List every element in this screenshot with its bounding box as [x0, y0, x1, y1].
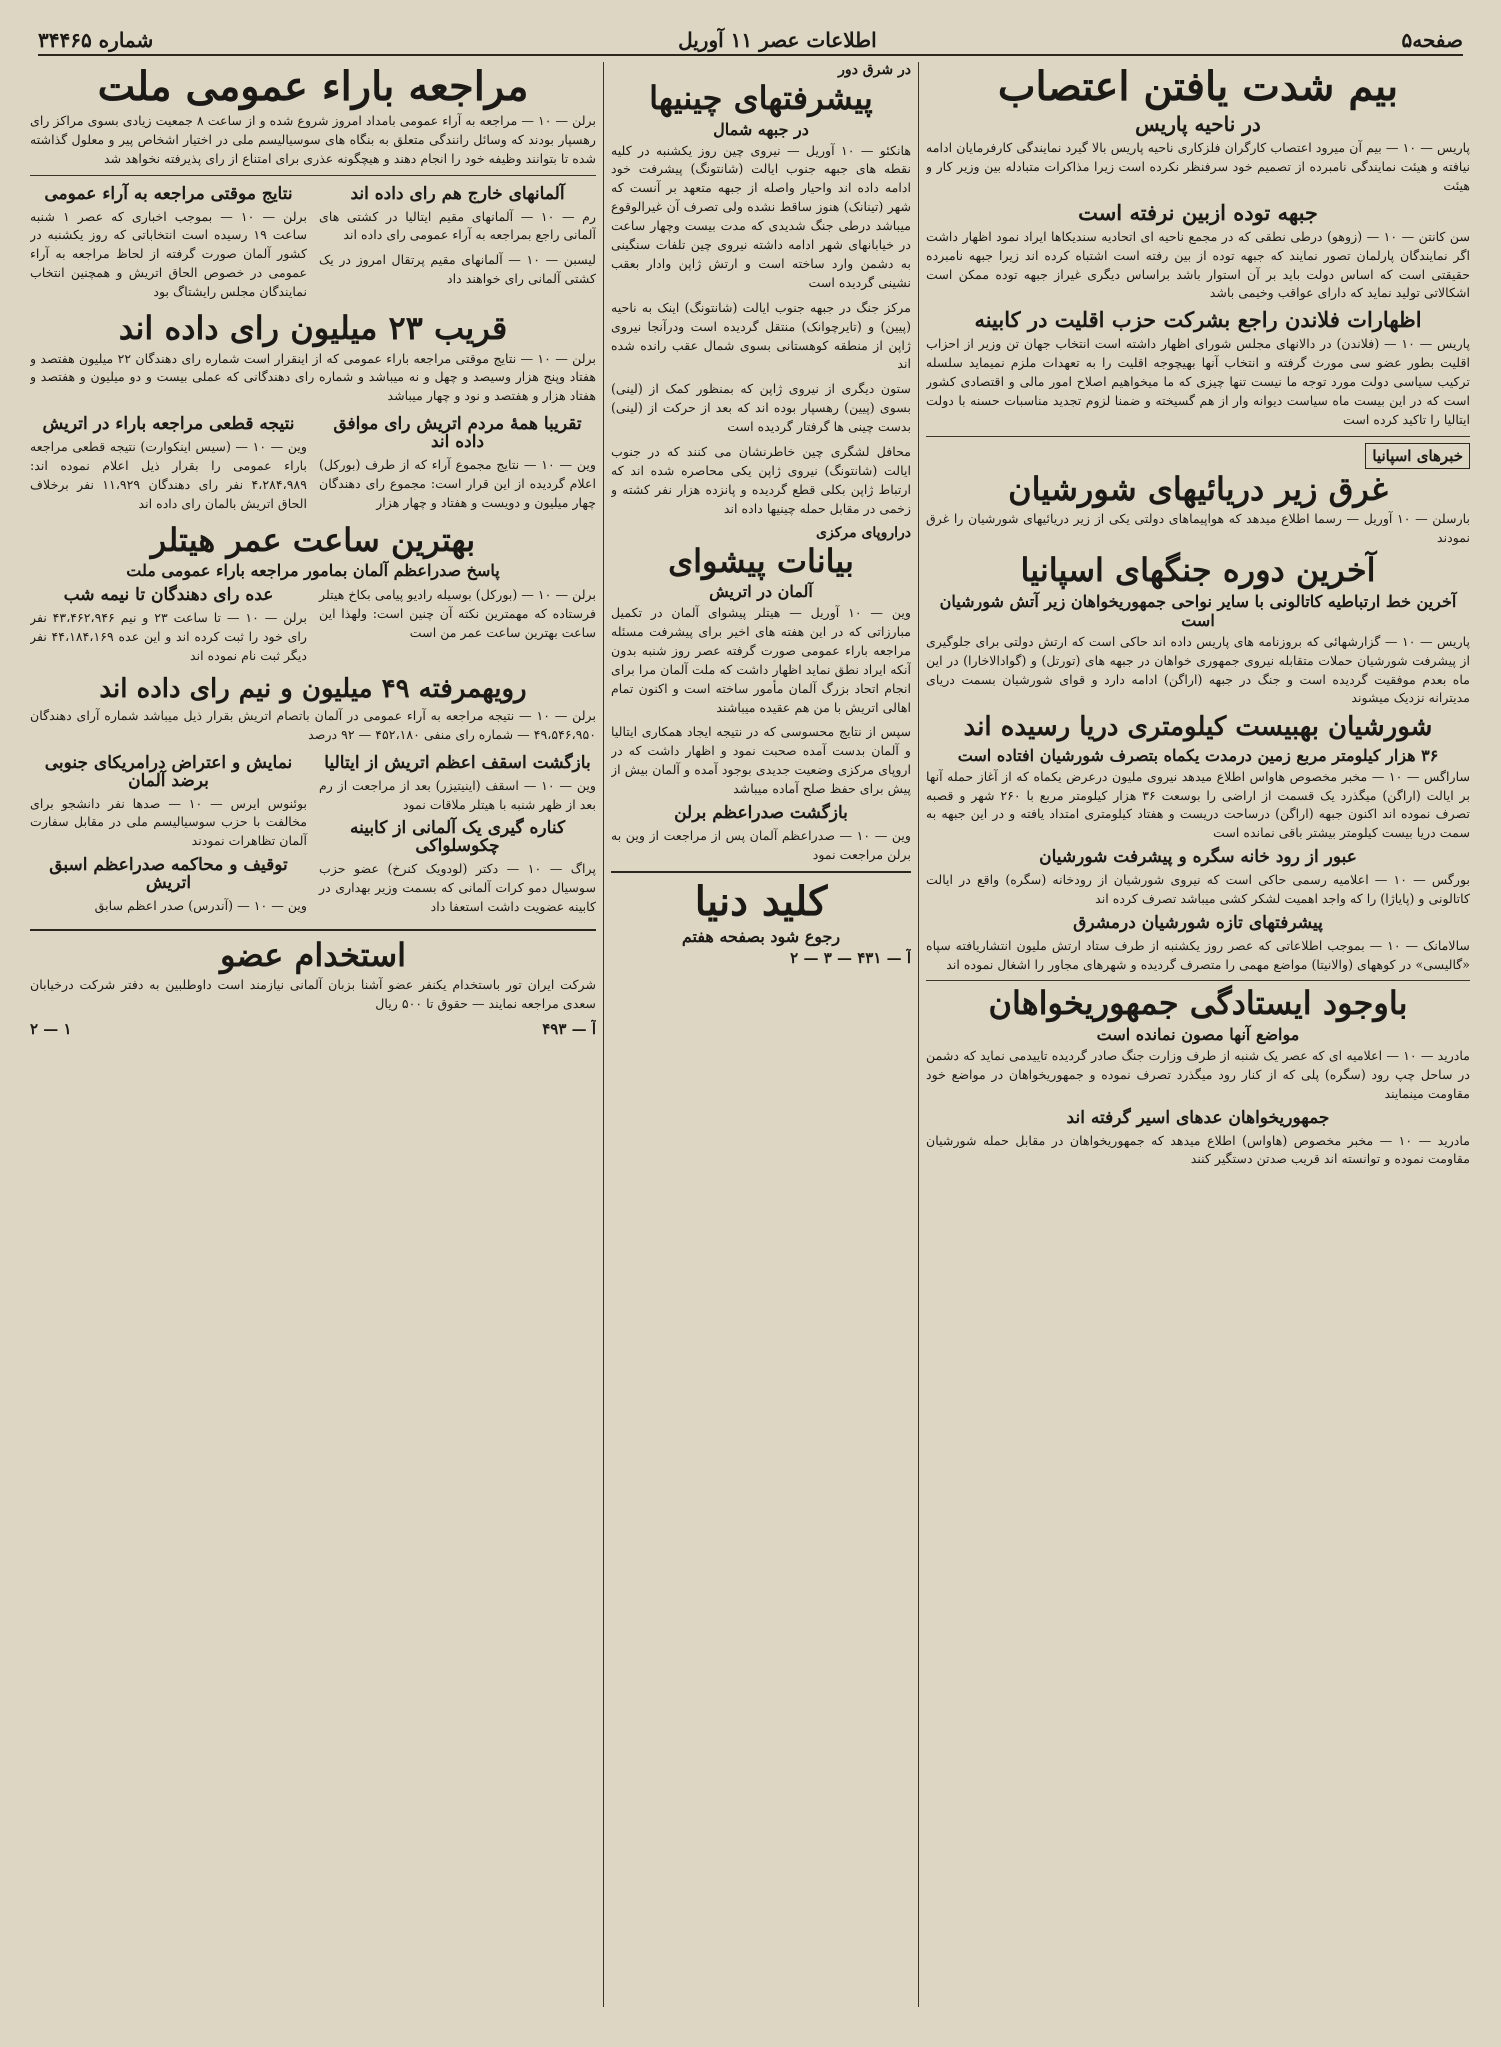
article-text: رم — ۱۰ — آلمانهای مقیم ایتالیا در کشتی های آلمانی راجع بمراجعه به آراء عمومی رای داده اند — [319, 208, 596, 243]
subheadline: آلمان در اتریش — [709, 582, 813, 602]
article-text: برلن — ۱۰ — (بورکل) بوسیله رادیو پیامی بکاخ هیتلر فرستاده که مهمترین نکته آن چنین است: ولهذا این ساعت بهترین ساعت عمر من است — [319, 587, 596, 641]
two-column-block — [30, 583, 596, 672]
subheadline: آخرین خط ارتباطیه کاتالونی با سایر نواحی جمهوریخواهان زیر آتش شورشیان است — [939, 591, 1457, 630]
headline: رویهمرفته ۴۹ میلیون و نیم رای داده اند — [99, 673, 527, 704]
promo-ref — [611, 949, 911, 967]
two-column-block — [30, 412, 596, 519]
headline: توقیف و محاکمه صدراعظم اسبق اتریش — [49, 855, 288, 894]
ad-refs — [30, 1020, 596, 1038]
article-text: برلن — ۱۰ — نتیجه مراجعه به آراء عمومی در آلمان باتصام اتریش بقرار ذیل میباشد شماره آرای دهندگان ۴۹،۵۴۶،۹۵۰ — شماره رای منفی ۴۵۲،۱۸۰ — ۹۲ درصد — [30, 708, 596, 742]
column-divider — [603, 62, 604, 2007]
promo-box — [611, 871, 911, 967]
ref-code: آ — ۴۳۱ — ۳ — ۲ — [790, 948, 911, 967]
article-text: سپس از نتایج محسوسی که در نتیجه ایجاد همکاری ایتالیا و آلمان بدست آمده صحبت نمود و اظهار داشت که در اروپای مرکزی وضعیت جدیدی بوجود آمده و آلمان بیش از پیش برای حفظ صلح آماده میباشد — [611, 724, 911, 797]
headline: نمایش و اعتراض درامریکای جنوبی برضد آلمان — [44, 752, 293, 791]
column-anschluss — [30, 62, 596, 2007]
article-text: پراگ — ۱۰ — دکتر (لودویک کنرخ) عضو حزب سوسیال دمو کرات آلمانی که بسمت وزیر بهداری در کابینه عضویت داشت استعفا داد — [319, 861, 596, 914]
ad-title: استخدام عضو — [219, 935, 407, 974]
headline: عبور از رود خانه سگره و پیشرفت شورشیان — [1039, 847, 1357, 868]
headline: جمهوریخواهان عدهای اسیر گرفته اند — [1066, 1107, 1330, 1128]
issue-number: شماره ۳۴۴۶۵ — [38, 28, 154, 52]
article-text: بورگس — ۱۰ — اعلامیه رسمی حاکی است که نیروی شورشیان از رودخانه (سگره) واقع در ایالت کاتالونی و (پایاژا) را که واجد اهمیت لشکر کشی میباشد تصرف کرده اند — [926, 872, 1470, 906]
headline: مراجعه باراء عمومی ملت — [97, 63, 529, 110]
subheadline: ۳۶ هزار کیلومتر مربع زمین درمدت یکماه بتصرف شورشیان افتاده است — [957, 745, 1439, 765]
article-text: پاریس — ۱۰ — بیم آن میرود اعتصاب کارگران فلزکاری ناحیه پاریس بالا گیرد نمایندگی کارفرمایان ادامه نیافته و هیئت نمایندگی نامبرده از تصمیم خود سرفنظر نکرده است زیرا مذاکرات متبادله بین وزیر کار و هیئت — [926, 140, 1470, 193]
article-text: بوئنوس ایرس — ۱۰ — صدها نفر دانشجو برای مخالفت با حزب سوسیالیسم ملی در مقابل سفارت آلمان تظاهرات نمودند — [30, 795, 307, 849]
article-text: وین — ۱۰ — صدراعظم آلمان پس از مراجعت از وین به برلن مراجعت نمود — [611, 827, 911, 862]
headline: باوجود ایستادگی جمهوریخواهان — [988, 984, 1408, 1023]
headline: بیم شدت یافتن اعتصاب — [997, 63, 1399, 110]
subheadline: پاسخ صدراعظم آلمان بمامور مراجعه باراء عمومی ملت — [126, 561, 500, 581]
headline: غرق زیر دریائیهای شورشیان — [1008, 469, 1388, 508]
article-text: وین — ۱۰ — (آندرس) صدر اعظم سابق — [94, 897, 307, 913]
kicker: دراروپای مرکزی — [816, 524, 911, 541]
subheadline: در ناحیه پاریس — [1135, 112, 1261, 136]
column-spain-france — [926, 62, 1470, 2007]
ad-text: شرکت ایران تور باستخدام یکنفر عضو آشنا بزبان آلمانی نیازمند است داوطلبین به دفتر شرکت درخیابان سعدی مراجعه نمایند — حقوق تا ۵۰۰ ریال — [30, 977, 596, 1012]
page-header — [38, 26, 1463, 56]
headline: پیشرفتهای تازه شورشیان درمشرق — [1073, 912, 1323, 933]
headline: آخرین دوره جنگهای اسپانیا — [1020, 551, 1376, 590]
headline: پیشرفتهای چینیها — [649, 79, 873, 117]
article-text: مرکز جنگ در جبهه جنوب ایالت (شانتونگ) اینک به ناحیه (پیین) و (تایرچوانک) منتقل گردیده است ودرآنجا نیروی ژاپن از منطقه کوهستانی بسوی شمال عقب رانده شده اند — [611, 299, 911, 372]
divider — [926, 436, 1470, 437]
article-text: ساراگس — ۱۰ — مخبر مخصوص هاواس اطلاع میدهد نیروی ملیون درعرض یکماه که از آغاز حمله آنها بر ایالت (اراگن) میگذرد یک قسمت از اراضی را بوسعت ۳۶ هزار کیلومتر مربع با ۲۶۰ شهر و قصبه تصرف نموده اند اکنون جبهه (اراگن) درساحت دریست و هفتاد کیلومتری امتداد یافته و در این جبهه به سمت دریا بیست کیلومتر بیشتر باقی نمانده است — [926, 768, 1470, 841]
subheadline: در جبهه شمال — [713, 119, 809, 139]
headline: بازگشت صدراعظم برلن — [674, 803, 848, 824]
article-text: سن کانتن — ۱۰ — (زوهو) درطی نطقی که در مجمع ناحیه ای اتحادیه سندیکاها ایراد نمود اظهار داشت اگر نمایندگان پارلمان تصور نمایند که جبهه توده از بین رفته است اشتباه کرده اند زیرا جبهه نامبرده حقیقتی است که اساس دولت باید بر آن استوار باشد براساس دیگری غیراز جبهه توده ممکن است اشکالاتی تولید نماید که دارای عواقب وخیمی باشد — [926, 228, 1470, 301]
article-text: محافل لشگری چین خاطرنشان می کنند که در جنوب ایالت (شانتونگ) نیروی ژاپن یکی محاصره شده اند که ارتباط ژاپن بکلی قطع گردیده و پانزده هزار نفر کشته و زخمی در مقابل حمله چینیها داده اند — [611, 443, 911, 516]
headline: بیانات پیشوای — [668, 541, 854, 580]
headline: کناره گیری یک آلمانی از کابینه چکوسلواکی — [349, 818, 566, 857]
article-text: مادرید — ۱۰ — مخبر مخصوص (هاواس) اطلاع میدهد که جمهوریخواهان در مقابل حمله شورشیان مقاومت نموده و توانسته اند قریب صدتن دستگیر کنند — [926, 1132, 1470, 1167]
headline: تقریبا همهٔ مردم اتریش رای موافق داده اند — [333, 414, 582, 453]
headline: جبهه توده ازبین نرفته است — [1078, 199, 1318, 225]
job-ad — [30, 929, 596, 1038]
promo-text: رجوع شود بصفحه هفتم — [681, 926, 841, 946]
headline: قریب ۲۳ میلیون رای داده اند — [118, 308, 508, 347]
headline: بازگشت اسقف اعظم اتریش از ایتالیا — [324, 752, 591, 773]
article-text: هانکئو — ۱۰ آوریل — نیروی چین روز یکشنبه در کلیه نقطه های جبهه جنوب ایالت (شانتونگ) پیشرفت خود ادامه داده اند واحیار واصله از جبهه متعهد بر آنست که شهر (تینانک) هنوز ساقط نشده ولی تصرف آن غیرالوقوع میباشد درطی جنگ شدیدی که مدت بیست وچهار ساعت در خیابانهای شهر ادامه داشته نیروی چین تلفات سنگینی به دشمن وارد ساخته است و ارتش ژاپن وادار بعقب نشینی گردیده است — [611, 142, 911, 290]
headline: شورشیان بهبیست کیلومتری دریا رسیده اند — [963, 712, 1433, 743]
column-far-east-europe — [611, 62, 911, 2007]
ad-ref: ۱ — ۲ — [30, 1020, 72, 1039]
article-text: سالامانک — ۱۰ — بموجب اطلاعاتی که عصر روز یکشنبه از طرف ستاد ارتش ملیون انتشاریافته سپاه «گالیسی» در کوههای (والانیتا) مواضع مهمی را متصرف گردیده و شهرهای مجاور را اشغال نموده اند — [926, 937, 1470, 972]
headline: آلمانهای خارج هم رای داده اند — [350, 183, 565, 204]
divider — [926, 980, 1470, 981]
article-text: پاریس — ۱۰ — (فلاندن) در دالانهای مجلس شورای اظهار داشته است انتخاب جهان تن وزیر از احزاب اقلیت بطور عضو سی مورث گرفته و انتخاب آنها بهیچوجه اقلیت را به تعهدات ملزم نمیماید سلسله ترکیب سیاسی دولت مورد توجه ما نیست تنها چیزی که ما میخواهیم اصلاح امور مالی و اقتصادی کشور است که در این بیست ماه سیاست دیوانه وار از هم گسیخته و ضمنا لزوم تجدید مناسبات حسنه با دولت ایتالیا را تاکید کرده است — [926, 336, 1470, 427]
article-text: برلن — ۱۰ — بموجب اخباری که عصر ۱ شنبه ساعت ۱۹ رسیده است انتخاباتی که روز یکشنبه در کشور آلمان صورت گرفته از لحاظ مراجعه به آراء عمومی در خصوص الحاق اتریش و همچنین انتخاب نمایندگان مجلس رایشتاگ بود — [30, 208, 307, 300]
article-text: وین — ۱۰ — نتایج مجموع آراء که از طرف (بورکل) اعلام گردیده از این قرار است: مجموع رای دهندگان چهار میلیون و دویست و هفتاد و چهار هزار — [319, 456, 596, 510]
masthead-date: اطلاعات عصر ۱۱ آوریل — [678, 28, 877, 52]
article-text: بارسلن — ۱۰ آوریل — رسما اطلاع میدهد که هواپیماهای دولتی یکی از زیر دریائیهای شورشیان را غرق نمودند — [926, 511, 1470, 546]
kicker: در شرق دور — [838, 62, 911, 78]
article-text: لیسبن — ۱۰ — آلمانهای مقیم پرتقال امروز در یک کشتی آلمانی رای خواهند داد — [319, 252, 596, 287]
divider — [30, 175, 596, 176]
article-text: مادرید — ۱۰ — اعلامیه ای که عصر یک شنبه از طرف وزارت جنگ صادر گردیده تاییدمی نماید که دشمن در ساحل چپ رود (سگره) پلی که از کنار رود میگذرد تصرف نموده و جمهوریخواهان در مواضع خود مقاومت مینمایند — [926, 1048, 1470, 1101]
section-box-label: خبرهای اسپانیا — [1365, 443, 1470, 469]
article-text: برلن — ۱۰ — مراجعه به آراء عمومی بامداد امروز شروع شده و از ساعت ۸ جمعیت زیادی بسوی مراکز رای رهسپار بودند که وسائل رانندگی متعلق به بنگاه های سوسیالیسم ملی در اختیار اشخاص پیر و معلول گذاشته شده تا بتوانند وظیفه خود را انجام دهند و هیچگونه عذری برای امتناع از رای پذیرفته نخواهد شد — [30, 113, 596, 166]
article-text: پاریس — ۱۰ — گزارشهائی که بروزنامه های پاریس داده اند حاکی است که ارتش دولتی برای جلوگیری از پیشرفت شورشیان حملات متقابله نیروی جمهوری خواهان در جبهه های (تورتل) و (گوادالاخارا) در این ماه بعدم موفقیت گردیده است و جنگ در جبهه (اراگن) ادامه دارد و قوای شورشیان بسمت دریای مدیترانه نزدیک میشوند — [926, 633, 1470, 706]
headline: نتیجه قطعی مراجعه باراء در اتریش — [42, 414, 295, 435]
promo-title: کلید دنیا — [694, 877, 828, 925]
subheadline: مواضع آنها مصون نمانده است — [1096, 1025, 1300, 1045]
article-text: وین — ۱۰ — (سیس اینکوارت) نتیجه قطعی مراجعه باراء عمومی را بقرار ذیل اعلام نموده اند: ۴،۲۸۴،۹۸۹ نفر رای دهندگان ۱۱،۹۲۹ نفر برخلاف الحاق اتریش بالمان رای داده اند — [30, 439, 308, 511]
headline: نتایج موقتی مراجعه به آراء عمومی — [44, 183, 293, 204]
article-text: ستون دیگری از نیروی ژاپن که بمنظور کمک از (لینی) بسوی (پیین) رهسپار بوده اند که بعد از حرکت از (لینی) بدست چینی ها گرفتار گردیده است — [611, 381, 911, 435]
article-text: وین — ۱۰ — اسقف (اینیتیزر) بعد از مراجعت از رم بعد از ظهر شنبه با هیتلر ملاقات نمود — [319, 777, 596, 812]
article-text: وین — ۱۰ آوریل — هیتلر پیشوای آلمان در تکمیل مبارزاتی که در این هفته های اخیر برای پیشرفت مسئله مراجعه باراء عمومی صورت گرفته عصر روز شنبه بدون آنکه ایراد نطق نماید اظهار داشت که ملت آلمان مرا برای انجام اتحاد بزرگ آلمان مأمور ساخته است و اکنون تمام اهالی اتریش با من هم عقیده میباشند — [611, 605, 911, 715]
headline: بهترین ساعت عمر هیتلر — [150, 520, 476, 559]
headline: عده رای دهندگان تا نیمه شب — [63, 585, 274, 606]
two-column-block — [30, 182, 596, 308]
ad-ref: آ — ۴۹۳ — [542, 1020, 596, 1039]
article-text: برلن — ۱۰ — تا ساعت ۲۳ و نیم ۴۳،۴۶۲،۹۴۶ نفر رای خود را ثبت کرده اند و این عده ۴۴،۱۸۴،۱۶۹ نفر دیگر ثبت نام نموده اند — [30, 610, 308, 663]
column-divider — [918, 62, 919, 2007]
article-text: برلن — ۱۰ — نتایج موقتی مراجعه باراء عمومی که از اینقرار است شماره رای دهندگان ۲۲ میلیون هفتصد و هفتاد وپنج هزار وسیصد و چهل و نه میباشد و شماره رای دهندگانی که عملی بیست و دو میلیون و هفتصد و هفتاد هزار و هفتصد و نود و چهار میباشد — [30, 350, 596, 404]
page-number: صفحه۵ — [1401, 28, 1463, 52]
two-column-block — [30, 751, 596, 923]
headline: اظهارات فلاندن راجع بشرکت حزب اقلیت در کابینه — [974, 307, 1422, 333]
